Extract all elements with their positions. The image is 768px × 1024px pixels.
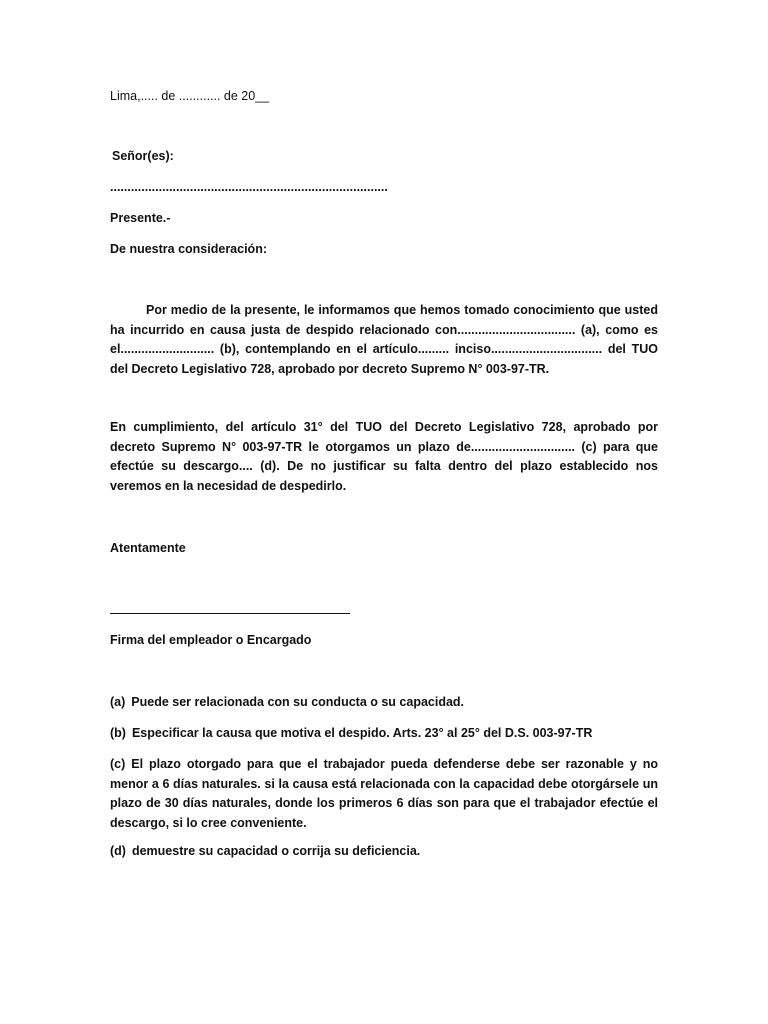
note-c xyxy=(110,755,658,833)
place-date-line: Lima,..... de ............ de 20__ xyxy=(110,89,270,103)
recipient-blank-line: ................................................................................ xyxy=(110,180,388,194)
note-label: (d) xyxy=(110,844,126,858)
note-d xyxy=(110,842,658,862)
note-a xyxy=(110,693,658,713)
recipient-label: Señor(es): xyxy=(112,149,174,163)
note-label: (c) xyxy=(110,757,126,771)
salutation: De nuestra consideración: xyxy=(110,242,267,256)
note-text: Especificar la causa que motiva el despido. Arts. 23° al 25° del D.S. 003-97-TR xyxy=(131,726,593,740)
note-label: (b) xyxy=(110,726,126,740)
note-b xyxy=(110,724,658,744)
note-text: demuestre su capacidad o corrija su deficiencia. xyxy=(131,844,421,858)
closing: Atentamente xyxy=(110,541,186,555)
signature-caption: Firma del empleador o Encargado xyxy=(110,633,312,647)
note-text: El plazo otorgado para que el trabajador pueda defenderse debe ser razonable y no menor a 6 días naturales. si la causa está relacionada con la capacidad debe otorgársele un plazo de 30 días naturales, donde los primeros 6 días son para que el trabajador efectúe el descargo, si lo cree conveniente. xyxy=(110,757,658,830)
presente-line: Presente.- xyxy=(110,211,171,225)
note-label: (a) xyxy=(110,695,126,709)
body-paragraph-1: Por medio de la presente, le informamos que hemos tomado conocimiento que usted ha incurrido en causa justa de despido relacionado con.................................. (a), como es el........................... (b), contemplando en el artículo......... inciso................................ del TUO del Decreto Legislativo 728, aprobado por decreto Supremo N° 003-97-TR. xyxy=(110,303,658,376)
body-paragraph-2: En cumplimiento, del artículo 31° del TUO del Decreto Legislativo 728, aprobado por decreto Supremo N° 003-97-TR le otorgamos un plazo de.............................. (c) para que efectúe su descargo.... (d). De no justificar su falta dentro del plazo establecido nos veremos en la necesidad de despedirlo. xyxy=(110,420,658,493)
note-text: Puede ser relacionada con su conducta o su capacidad. xyxy=(131,695,465,709)
signature-line xyxy=(110,613,350,614)
